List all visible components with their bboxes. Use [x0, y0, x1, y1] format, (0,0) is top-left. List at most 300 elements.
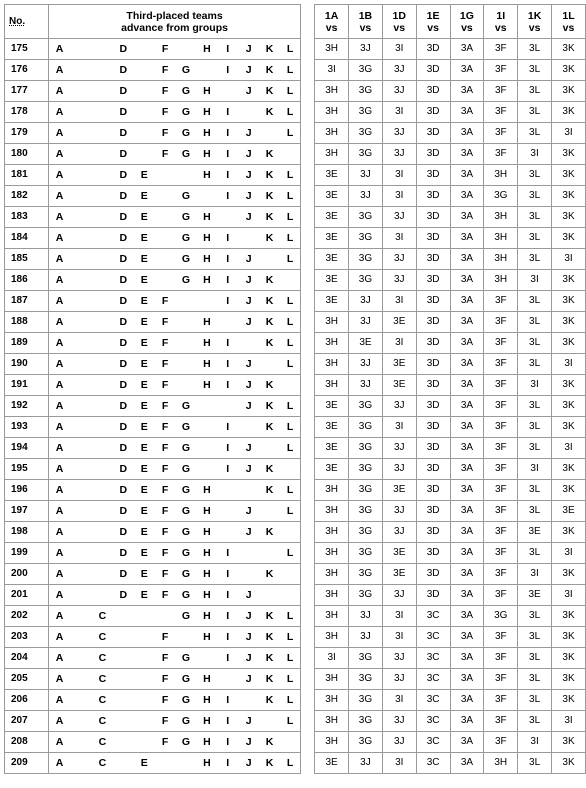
matchup-cell: 3L — [518, 543, 552, 564]
matchup-cell: 3K — [552, 648, 586, 669]
table-row — [5, 396, 586, 417]
group-cell: I — [217, 711, 238, 732]
group-cell — [70, 459, 92, 480]
group-cell: I — [217, 102, 238, 123]
matchup-cell: 3L — [518, 417, 552, 438]
table-row — [5, 732, 586, 753]
group-cell: D — [113, 396, 134, 417]
matchup-cell: 3H — [315, 543, 349, 564]
group-cell — [92, 249, 113, 270]
group-cell: K — [259, 207, 280, 228]
matchup-cell: 3K — [552, 228, 586, 249]
column-spacer — [301, 312, 315, 333]
matchup-cell: 3D — [416, 207, 450, 228]
group-cell: H — [196, 732, 217, 753]
matchup-cell: 3F — [484, 39, 518, 60]
group-cell — [134, 627, 155, 648]
row-number: 175 — [5, 39, 49, 60]
table-row — [5, 270, 586, 291]
group-cell — [155, 207, 176, 228]
group-cell: G — [176, 417, 197, 438]
matchup-cell: 3D — [416, 333, 450, 354]
table-row — [5, 123, 586, 144]
group-cell — [259, 354, 280, 375]
group-cell: J — [238, 81, 259, 102]
group-cell — [70, 522, 92, 543]
group-cell: I — [217, 690, 238, 711]
matchup-cell: 3G — [349, 228, 383, 249]
group-cell: L — [280, 711, 301, 732]
matchup-cell: 3I — [382, 627, 416, 648]
row-number: 201 — [5, 585, 49, 606]
group-cell: J — [238, 186, 259, 207]
table-row — [5, 249, 586, 270]
group-cell: L — [280, 60, 301, 81]
table-row — [5, 501, 586, 522]
matchup-cell: 3A — [450, 354, 484, 375]
group-cell — [70, 606, 92, 627]
group-cell: K — [259, 480, 280, 501]
column-spacer — [301, 438, 315, 459]
group-cell: H — [196, 522, 217, 543]
group-cell: A — [48, 480, 70, 501]
group-cell: J — [238, 291, 259, 312]
matchup-cell: 3I — [518, 732, 552, 753]
group-cell: L — [280, 249, 301, 270]
group-cell: K — [259, 39, 280, 60]
group-cell — [176, 375, 197, 396]
column-spacer — [301, 648, 315, 669]
matchup-cell: 3C — [416, 669, 450, 690]
table-row — [5, 648, 586, 669]
matchup-cell: 3L — [518, 627, 552, 648]
group-cell: I — [217, 543, 238, 564]
matchup-cell: 3A — [450, 690, 484, 711]
row-number: 200 — [5, 564, 49, 585]
matchup-cell: 3E — [315, 291, 349, 312]
matchup-cell: 3D — [416, 249, 450, 270]
group-cell: H — [196, 354, 217, 375]
matchup-cell: 3J — [382, 207, 416, 228]
group-cell: D — [113, 123, 134, 144]
matchup-cell: 3K — [552, 81, 586, 102]
row-number: 182 — [5, 186, 49, 207]
matchup-cell: 3D — [416, 60, 450, 81]
matchup-cell: 3K — [552, 690, 586, 711]
group-cell: I — [217, 459, 238, 480]
table-row — [5, 81, 586, 102]
group-cell: J — [238, 165, 259, 186]
matchup-cell: 3A — [450, 669, 484, 690]
matchup-cell: 3G — [349, 480, 383, 501]
matchup-cell: 3K — [552, 459, 586, 480]
group-cell: H — [196, 606, 217, 627]
matchup-cell: 3G — [349, 564, 383, 585]
group-cell: A — [48, 102, 70, 123]
matchup-cell: 3I — [518, 270, 552, 291]
row-number: 205 — [5, 669, 49, 690]
matchup-cell: 3I — [382, 753, 416, 774]
matchup-cell: 3E — [315, 186, 349, 207]
group-cell: E — [134, 228, 155, 249]
group-cell — [113, 627, 134, 648]
column-header-groups — [48, 5, 300, 39]
matchup-cell: 3L — [518, 606, 552, 627]
matchup-cell: 3A — [450, 81, 484, 102]
column-spacer — [301, 333, 315, 354]
matchup-cell: 3H — [315, 564, 349, 585]
row-number: 177 — [5, 81, 49, 102]
group-cell — [92, 270, 113, 291]
group-cell: H — [196, 627, 217, 648]
matchup-cell: 3L — [518, 165, 552, 186]
group-cell — [196, 648, 217, 669]
group-cell: H — [196, 711, 217, 732]
matchup-cell: 3G — [349, 732, 383, 753]
matchup-cell: 3F — [484, 648, 518, 669]
group-cell: E — [134, 543, 155, 564]
group-cell — [70, 249, 92, 270]
group-cell — [176, 291, 197, 312]
matchup-cell: 3L — [518, 711, 552, 732]
column-spacer — [301, 396, 315, 417]
group-cell: H — [196, 753, 217, 774]
group-cell: A — [48, 186, 70, 207]
group-cell: D — [113, 585, 134, 606]
matchup-cell: 3F — [484, 102, 518, 123]
matchup-cell: 3A — [450, 228, 484, 249]
column-spacer — [301, 543, 315, 564]
group-cell: F — [155, 291, 176, 312]
group-cell: G — [176, 438, 197, 459]
group-cell — [92, 417, 113, 438]
group-cell: L — [280, 165, 301, 186]
matchup-cell: 3G — [349, 144, 383, 165]
column-spacer — [301, 585, 315, 606]
matchup-cell: 3L — [518, 60, 552, 81]
matchup-cell: 3K — [552, 606, 586, 627]
matchup-cell: 3L — [518, 228, 552, 249]
group-cell: F — [155, 732, 176, 753]
group-cell — [70, 438, 92, 459]
group-cell: A — [48, 165, 70, 186]
matchup-cell: 3I — [552, 249, 586, 270]
table-row — [5, 186, 586, 207]
group-cell: D — [113, 144, 134, 165]
table-row — [5, 228, 586, 249]
group-cell: G — [176, 711, 197, 732]
matchup-cell: 3A — [450, 396, 484, 417]
column-spacer — [301, 417, 315, 438]
group-cell: F — [155, 375, 176, 396]
table-row — [5, 291, 586, 312]
matchup-vs: vs — [562, 21, 575, 34]
column-spacer — [301, 207, 315, 228]
group-cell: I — [217, 753, 238, 774]
group-cell — [280, 522, 301, 543]
matchup-cell: 3C — [416, 627, 450, 648]
group-cell: A — [48, 39, 70, 60]
column-spacer — [301, 690, 315, 711]
group-cell: L — [280, 354, 301, 375]
matchup-cell: 3F — [484, 522, 518, 543]
group-cell: F — [155, 81, 176, 102]
table-row — [5, 312, 586, 333]
table-row — [5, 375, 586, 396]
group-cell: I — [217, 123, 238, 144]
group-cell: E — [134, 585, 155, 606]
group-cell: A — [48, 354, 70, 375]
group-cell — [92, 312, 113, 333]
group-cell — [134, 144, 155, 165]
row-number: 183 — [5, 207, 49, 228]
group-cell — [134, 669, 155, 690]
matchup-cell: 3C — [416, 606, 450, 627]
matchup-cell: 3H — [484, 249, 518, 270]
group-cell: A — [48, 375, 70, 396]
group-cell: I — [217, 186, 238, 207]
group-cell — [113, 648, 134, 669]
row-number: 206 — [5, 690, 49, 711]
group-cell: H — [196, 207, 217, 228]
group-cell: F — [155, 669, 176, 690]
group-cell — [176, 165, 197, 186]
group-cell: J — [238, 669, 259, 690]
group-cell — [280, 564, 301, 585]
group-cell: A — [48, 501, 70, 522]
matchup-cell: 3I — [382, 102, 416, 123]
group-cell — [217, 501, 238, 522]
matchup-cell: 3D — [416, 375, 450, 396]
matchup-cell: 3A — [450, 732, 484, 753]
table-row — [5, 333, 586, 354]
group-cell: L — [280, 690, 301, 711]
matchup-cell: 3F — [484, 312, 518, 333]
matchup-cell: 3F — [484, 711, 518, 732]
group-cell — [70, 81, 92, 102]
group-cell: G — [176, 648, 197, 669]
group-cell: D — [113, 459, 134, 480]
group-cell — [259, 438, 280, 459]
matchup-cell: 3I — [382, 186, 416, 207]
column-spacer — [301, 606, 315, 627]
group-cell: I — [217, 270, 238, 291]
matchup-cell: 3I — [552, 585, 586, 606]
group-cell — [134, 648, 155, 669]
matchup-cell: 3H — [484, 753, 518, 774]
group-cell: F — [155, 648, 176, 669]
group-cell: A — [48, 312, 70, 333]
matchup-vs: vs — [359, 21, 372, 34]
matchup-cell: 3H — [315, 123, 349, 144]
matchup-cell: 3F — [484, 417, 518, 438]
matchup-cell: 3L — [518, 501, 552, 522]
matchup-cell: 3K — [552, 396, 586, 417]
group-cell: L — [280, 333, 301, 354]
group-cell: D — [113, 417, 134, 438]
group-cell: L — [280, 396, 301, 417]
group-cell — [113, 732, 134, 753]
matchup-cell: 3A — [450, 165, 484, 186]
group-cell: L — [280, 501, 301, 522]
group-cell: I — [217, 165, 238, 186]
matchup-cell: 3K — [552, 564, 586, 585]
matchup-cell: 3H — [315, 102, 349, 123]
matchup-cell: 3C — [416, 753, 450, 774]
matchup-cell: 3J — [382, 711, 416, 732]
group-cell — [217, 480, 238, 501]
group-cell: J — [238, 606, 259, 627]
matchup-cell: 3A — [450, 522, 484, 543]
group-cell: D — [113, 522, 134, 543]
matchup-cell: 3J — [349, 312, 383, 333]
group-cell: C — [92, 690, 113, 711]
matchup-cell: 3J — [382, 270, 416, 291]
matchup-cell: 3J — [349, 627, 383, 648]
group-cell: I — [217, 627, 238, 648]
group-cell: H — [196, 228, 217, 249]
group-cell: L — [280, 123, 301, 144]
group-cell: G — [176, 459, 197, 480]
group-cell — [113, 711, 134, 732]
matchup-cell: 3G — [349, 690, 383, 711]
group-cell: D — [113, 354, 134, 375]
row-number: 186 — [5, 270, 49, 291]
matchup-team: 1G — [459, 9, 474, 22]
column-spacer — [301, 249, 315, 270]
matchup-cell: 3K — [552, 480, 586, 501]
matchup-cell: 3D — [416, 312, 450, 333]
column-spacer — [301, 102, 315, 123]
group-cell — [92, 354, 113, 375]
group-cell — [70, 312, 92, 333]
group-cell — [70, 333, 92, 354]
group-cell: H — [196, 312, 217, 333]
matchup-cell: 3H — [484, 228, 518, 249]
group-cell: E — [134, 354, 155, 375]
matchup-cell: 3H — [315, 480, 349, 501]
group-cell: J — [238, 438, 259, 459]
group-cell: G — [176, 669, 197, 690]
group-cell: H — [196, 585, 217, 606]
matchup-cell: 3F — [484, 123, 518, 144]
group-cell: G — [176, 690, 197, 711]
matchup-cell: 3H — [484, 270, 518, 291]
matchup-cell: 3A — [450, 186, 484, 207]
row-number: 178 — [5, 102, 49, 123]
group-cell: I — [217, 732, 238, 753]
table-row — [5, 438, 586, 459]
matchup-cell: 3A — [450, 501, 484, 522]
group-cell — [113, 669, 134, 690]
row-number: 187 — [5, 291, 49, 312]
group-cell — [70, 186, 92, 207]
row-number: 198 — [5, 522, 49, 543]
table-row — [5, 480, 586, 501]
matchup-cell: 3D — [416, 291, 450, 312]
row-number: 203 — [5, 627, 49, 648]
matchup-cell: 3D — [416, 270, 450, 291]
matchup-cell: 3K — [552, 753, 586, 774]
group-cell: E — [134, 564, 155, 585]
row-number: 176 — [5, 60, 49, 81]
column-spacer — [301, 291, 315, 312]
group-cell — [196, 291, 217, 312]
matchup-cell: 3J — [382, 522, 416, 543]
matchup-cell: 3C — [416, 690, 450, 711]
group-cell — [70, 753, 92, 774]
row-number: 191 — [5, 375, 49, 396]
matchup-cell: 3D — [416, 165, 450, 186]
group-cell: L — [280, 186, 301, 207]
group-cell: G — [176, 60, 197, 81]
group-cell: I — [217, 606, 238, 627]
group-cell: D — [113, 480, 134, 501]
group-cell — [92, 585, 113, 606]
matchup-cell: 3D — [416, 39, 450, 60]
matchup-cell: 3K — [552, 144, 586, 165]
group-cell — [238, 543, 259, 564]
row-number: 181 — [5, 165, 49, 186]
matchup-cell: 3D — [416, 186, 450, 207]
group-cell — [196, 396, 217, 417]
group-cell: F — [155, 480, 176, 501]
column-header-1i — [484, 5, 518, 39]
group-cell — [113, 690, 134, 711]
matchup-cell: 3E — [382, 375, 416, 396]
group-cell — [134, 60, 155, 81]
group-cell — [92, 501, 113, 522]
matchup-cell: 3A — [450, 753, 484, 774]
matchup-cell: 3G — [349, 522, 383, 543]
matchup-cell: 3J — [382, 585, 416, 606]
matchup-cell: 3F — [484, 291, 518, 312]
group-cell — [70, 291, 92, 312]
group-cell — [92, 144, 113, 165]
group-cell: A — [48, 690, 70, 711]
matchup-cell: 3K — [552, 732, 586, 753]
matchup-cell: 3F — [484, 690, 518, 711]
group-cell: L — [280, 39, 301, 60]
group-cell: I — [217, 438, 238, 459]
group-cell: A — [48, 207, 70, 228]
matchup-cell: 3K — [552, 39, 586, 60]
matchup-cell: 3E — [349, 333, 383, 354]
group-cell: F — [155, 501, 176, 522]
column-spacer — [301, 39, 315, 60]
group-cell — [92, 186, 113, 207]
group-cell: J — [238, 627, 259, 648]
group-cell: J — [238, 522, 259, 543]
group-cell: E — [134, 459, 155, 480]
group-cell: G — [176, 480, 197, 501]
matchup-cell: 3J — [382, 396, 416, 417]
group-cell: L — [280, 648, 301, 669]
matchup-cell: 3L — [518, 207, 552, 228]
group-cell: A — [48, 564, 70, 585]
matchup-cell: 3I — [315, 648, 349, 669]
matchup-cell: 3A — [450, 144, 484, 165]
group-cell — [70, 711, 92, 732]
table-body — [5, 39, 586, 774]
group-cell: A — [48, 711, 70, 732]
group-cell: E — [134, 417, 155, 438]
group-cell: J — [238, 585, 259, 606]
column-spacer — [301, 480, 315, 501]
group-cell: K — [259, 732, 280, 753]
row-number: 185 — [5, 249, 49, 270]
matchup-cell: 3L — [518, 39, 552, 60]
